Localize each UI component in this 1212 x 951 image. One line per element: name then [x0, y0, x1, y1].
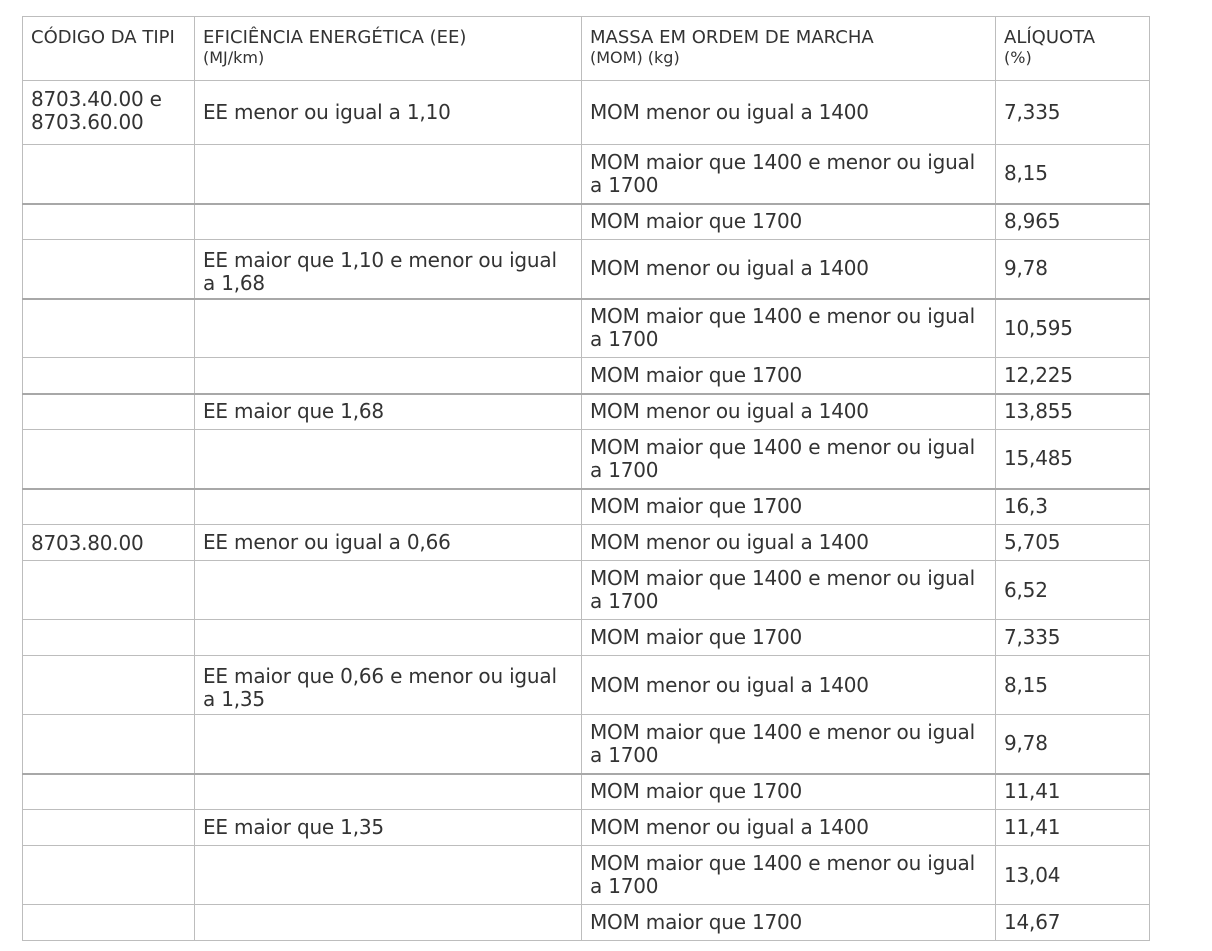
running-mass-cell: MOM maior que 1700: [582, 905, 996, 941]
energy-efficiency-cell: [195, 561, 582, 620]
tax-rate-cell: 9,78: [996, 240, 1150, 299]
tax-rate-cell: 13,855: [996, 394, 1150, 430]
energy-efficiency-cell: [195, 846, 582, 905]
tipi-code-cell: [23, 240, 195, 299]
tax-rate-cell: 9,78: [996, 715, 1150, 774]
header-energy-efficiency: [195, 17, 582, 81]
tipi-code-cell: [23, 204, 195, 240]
table-row: [23, 905, 1150, 941]
table-row: [23, 620, 1150, 656]
ipi-rate-table: [22, 16, 1150, 941]
running-mass-cell: MOM maior que 1400 e menor ou igual a 1700: [582, 299, 996, 358]
table-header-row: [23, 17, 1150, 81]
table-row: [23, 145, 1150, 204]
tax-rate-cell: 12,225: [996, 358, 1150, 394]
energy-efficiency-cell: EE maior que 1,35: [195, 810, 582, 846]
header-tax-rate: [996, 17, 1150, 81]
table-row: [23, 299, 1150, 358]
header-energy-efficiency-label: EFICIÊNCIA ENERGÉTICA (EE): [203, 27, 467, 48]
running-mass-cell: MOM maior que 1400 e menor ou igual a 1700: [582, 561, 996, 620]
tipi-code-cell: 8703.80.00: [23, 525, 195, 561]
running-mass-cell: MOM maior que 1400 e menor ou igual a 1700: [582, 145, 996, 204]
table-row: [23, 394, 1150, 430]
energy-efficiency-cell: [195, 489, 582, 525]
tipi-code-cell: [23, 358, 195, 394]
running-mass-cell: MOM maior que 1700: [582, 620, 996, 656]
running-mass-cell: MOM menor ou igual a 1400: [582, 525, 996, 561]
tipi-code-cell: [23, 561, 195, 620]
header-energy-efficiency-unit: (MJ/km): [203, 48, 265, 67]
table-row: [23, 656, 1150, 715]
table-row: [23, 489, 1150, 525]
tipi-code-cell: [23, 905, 195, 941]
tax-rate-cell: 8,15: [996, 656, 1150, 715]
tax-rate-cell: 13,04: [996, 846, 1150, 905]
running-mass-cell: MOM maior que 1700: [582, 358, 996, 394]
header-tipi-code: [23, 17, 195, 81]
header-tipi-code-label: CÓDIGO DA TIPI: [31, 27, 175, 48]
running-mass-cell: MOM maior que 1400 e menor ou igual a 1700: [582, 846, 996, 905]
tipi-code-cell: [23, 774, 195, 810]
tax-rate-cell: 8,965: [996, 204, 1150, 240]
running-mass-cell: MOM menor ou igual a 1400: [582, 656, 996, 715]
tax-rate-cell: 15,485: [996, 430, 1150, 489]
header-running-mass: [582, 17, 996, 81]
tax-rate-cell: 16,3: [996, 489, 1150, 525]
running-mass-cell: MOM menor ou igual a 1400: [582, 394, 996, 430]
energy-efficiency-cell: EE maior que 1,10 e menor ou igual a 1,68: [195, 240, 582, 299]
table-row: [23, 561, 1150, 620]
tipi-code-cell: [23, 715, 195, 774]
tipi-code-cell: [23, 846, 195, 905]
energy-efficiency-cell: [195, 299, 582, 358]
table-row: [23, 204, 1150, 240]
tax-rate-cell: 11,41: [996, 774, 1150, 810]
energy-efficiency-cell: [195, 430, 582, 489]
energy-efficiency-cell: [195, 145, 582, 204]
energy-efficiency-cell: [195, 204, 582, 240]
table-row: [23, 846, 1150, 905]
running-mass-cell: MOM maior que 1400 e menor ou igual a 1700: [582, 715, 996, 774]
tipi-code-cell: [23, 656, 195, 715]
running-mass-cell: MOM maior que 1700: [582, 204, 996, 240]
table-row: [23, 810, 1150, 846]
energy-efficiency-cell: [195, 620, 582, 656]
running-mass-cell: MOM menor ou igual a 1400: [582, 81, 996, 145]
table-row: [23, 358, 1150, 394]
table-row: [23, 81, 1150, 145]
running-mass-cell: MOM maior que 1400 e menor ou igual a 1700: [582, 430, 996, 489]
tipi-code-cell: 8703.40.00 e 8703.60.00: [23, 81, 195, 145]
header-tax-rate-unit: (%): [1004, 48, 1032, 67]
energy-efficiency-cell: EE menor ou igual a 0,66: [195, 525, 582, 561]
tipi-code-cell: [23, 394, 195, 430]
table-row: [23, 430, 1150, 489]
table-row: [23, 715, 1150, 774]
tipi-code-cell: [23, 810, 195, 846]
energy-efficiency-cell: EE maior que 0,66 e menor ou igual a 1,35: [195, 656, 582, 715]
energy-efficiency-cell: [195, 715, 582, 774]
tax-rate-cell: 8,15: [996, 145, 1150, 204]
energy-efficiency-cell: EE menor ou igual a 1,10: [195, 81, 582, 145]
tipi-code-cell: [23, 430, 195, 489]
running-mass-cell: MOM maior que 1700: [582, 489, 996, 525]
table-row: [23, 774, 1150, 810]
tax-rate-cell: 6,52: [996, 561, 1150, 620]
running-mass-cell: MOM menor ou igual a 1400: [582, 810, 996, 846]
tax-rate-cell: 5,705: [996, 525, 1150, 561]
tax-rate-cell: 7,335: [996, 620, 1150, 656]
running-mass-cell: MOM menor ou igual a 1400: [582, 240, 996, 299]
tipi-code-cell: [23, 299, 195, 358]
energy-efficiency-cell: EE maior que 1,68: [195, 394, 582, 430]
tax-rate-cell: 10,595: [996, 299, 1150, 358]
table-row: [23, 240, 1150, 299]
tipi-code-cell: [23, 620, 195, 656]
running-mass-cell: MOM maior que 1700: [582, 774, 996, 810]
header-running-mass-label: MASSA EM ORDEM DE MARCHA: [590, 27, 874, 48]
tax-rate-cell: 11,41: [996, 810, 1150, 846]
tipi-code-cell: [23, 145, 195, 204]
tax-rate-cell: 7,335: [996, 81, 1150, 145]
tipi-code-cell: [23, 489, 195, 525]
energy-efficiency-cell: [195, 905, 582, 941]
energy-efficiency-cell: [195, 774, 582, 810]
energy-efficiency-cell: [195, 358, 582, 394]
header-running-mass-unit: (MOM) (kg): [590, 48, 680, 67]
header-tax-rate-label: ALÍQUOTA: [1004, 27, 1096, 48]
table-row: [23, 525, 1150, 561]
tax-rate-cell: 14,67: [996, 905, 1150, 941]
